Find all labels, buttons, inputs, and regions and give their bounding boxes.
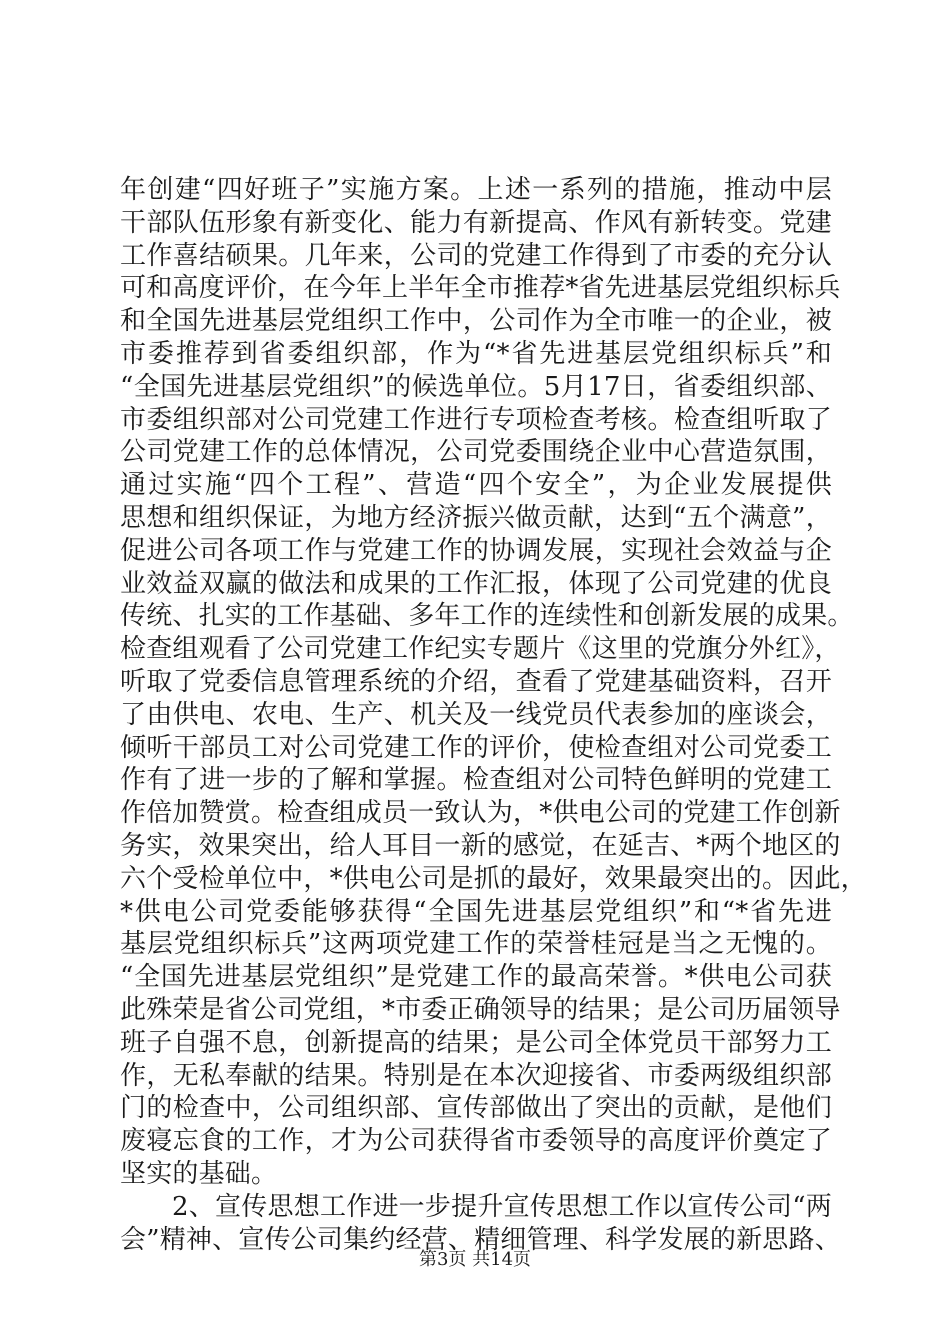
- text-line: “全国先进基层党组织”是党建工作的最高荣誉。*供电公司获: [120, 962, 832, 993]
- text-line: 检查组观看了公司党建工作纪实专题片《这里的党旗分外红》，: [120, 634, 841, 665]
- text-line: 作有了进一步的了解和掌握。检查组对公司特色鲜明的党建工: [120, 765, 832, 796]
- text-line: 工作喜结硕果。几年来，公司的党建工作得到了市委的充分认: [120, 240, 832, 271]
- text-line: 可和高度评价，在今年上半年全市推荐*省先进基层党组织标兵: [120, 273, 841, 304]
- document-body: [120, 174, 867, 1256]
- text-line: 务实，效果突出，给人耳目一新的感觉，在延吉、*两个地区的: [120, 830, 841, 861]
- text-line: 作倍加赞赏。检查组成员一致认为，*供电公司的党建工作创新: [120, 798, 841, 829]
- text-line: 基层党组织标兵”这两项党建工作的荣誉桂冠是当之无愧的。: [120, 929, 832, 960]
- text-line: 业效益双赢的做法和成果的工作汇报，体现了公司党建的优良: [120, 568, 832, 599]
- text-line: 年创建“四好班子”实施方案。上述一系列的措施，推动中层: [120, 175, 832, 205]
- text-line: 了由供电、农电、生产、机关及一线党员代表参加的座谈会，: [120, 699, 832, 730]
- text-line: 会”精神、宣传公司集约经营、精细管理、科学发展的新思路、: [120, 1224, 841, 1255]
- text-line: *供电公司党委能够获得“全国先进基层党组织”和“*省先进: [120, 896, 832, 927]
- text-line: 此殊荣是省公司党组，*市委正确领导的结果；是公司历届领导: [120, 994, 841, 1025]
- text-line: 门的检查中，公司组织部、宣传部做出了突出的贡献，是他们: [120, 1093, 832, 1124]
- text-line: 通过实施“四个工程”、营造“四个安全”，为企业发展提供: [120, 470, 832, 501]
- text-line: 和全国先进基层党组织工作中，公司作为全市唯一的企业，被: [120, 306, 832, 337]
- text-line: 干部队伍形象有新变化、能力有新提高、作风有新转变。党建: [120, 207, 832, 238]
- text-line: 倾听干部员工对公司党建工作的评价，使检查组对公司党委工: [120, 732, 832, 763]
- text-line: 废寝忘食的工作，才为公司获得省市委领导的高度评价奠定了: [120, 1126, 832, 1157]
- text-line: 传统、扎实的工作基础、多年工作的连续性和创新发展的成果。: [120, 601, 854, 632]
- text-line: 班子自强不息，创新提高的结果；是公司全体党员干部努力工: [120, 1027, 832, 1058]
- text-line: 听取了党委信息管理系统的介绍，查看了党建基础资料，召开: [120, 666, 832, 697]
- text-line: 公司党建工作的总体情况，公司党委围绕企业中心营造氛围，: [120, 437, 832, 468]
- text-line: 六个受检单位中，*供电公司是抓的最好，效果最突出的。因此，: [120, 863, 867, 894]
- text-line: 作，无私奉献的结果。特别是在本次迎接省、市委两级组织部: [120, 1060, 832, 1091]
- text-line: 思想和组织保证，为地方经济振兴做贡献，达到“五个满意”，: [120, 502, 832, 533]
- paragraph: [120, 174, 867, 1191]
- text-line: “全国先进基层党组织”的候选单位。5月17日，省委组织部、: [120, 371, 832, 402]
- text-line: 坚实的基础。: [120, 1158, 278, 1189]
- text-line: 市委推荐到省委组织部，作为“*省先进基层党组织标兵”和: [120, 338, 832, 369]
- text-line: 2、宣传思想工作进一步提升宣传思想工作以宣传公司“两: [172, 1191, 832, 1222]
- text-line: 市委组织部对公司党建工作进行专项检查考核。检查组听取了: [120, 404, 832, 435]
- page-footer: 第3页 共14页: [418, 1249, 532, 1270]
- text-line: 促进公司各项工作与党建工作的协调发展，实现社会效益与企: [120, 535, 832, 566]
